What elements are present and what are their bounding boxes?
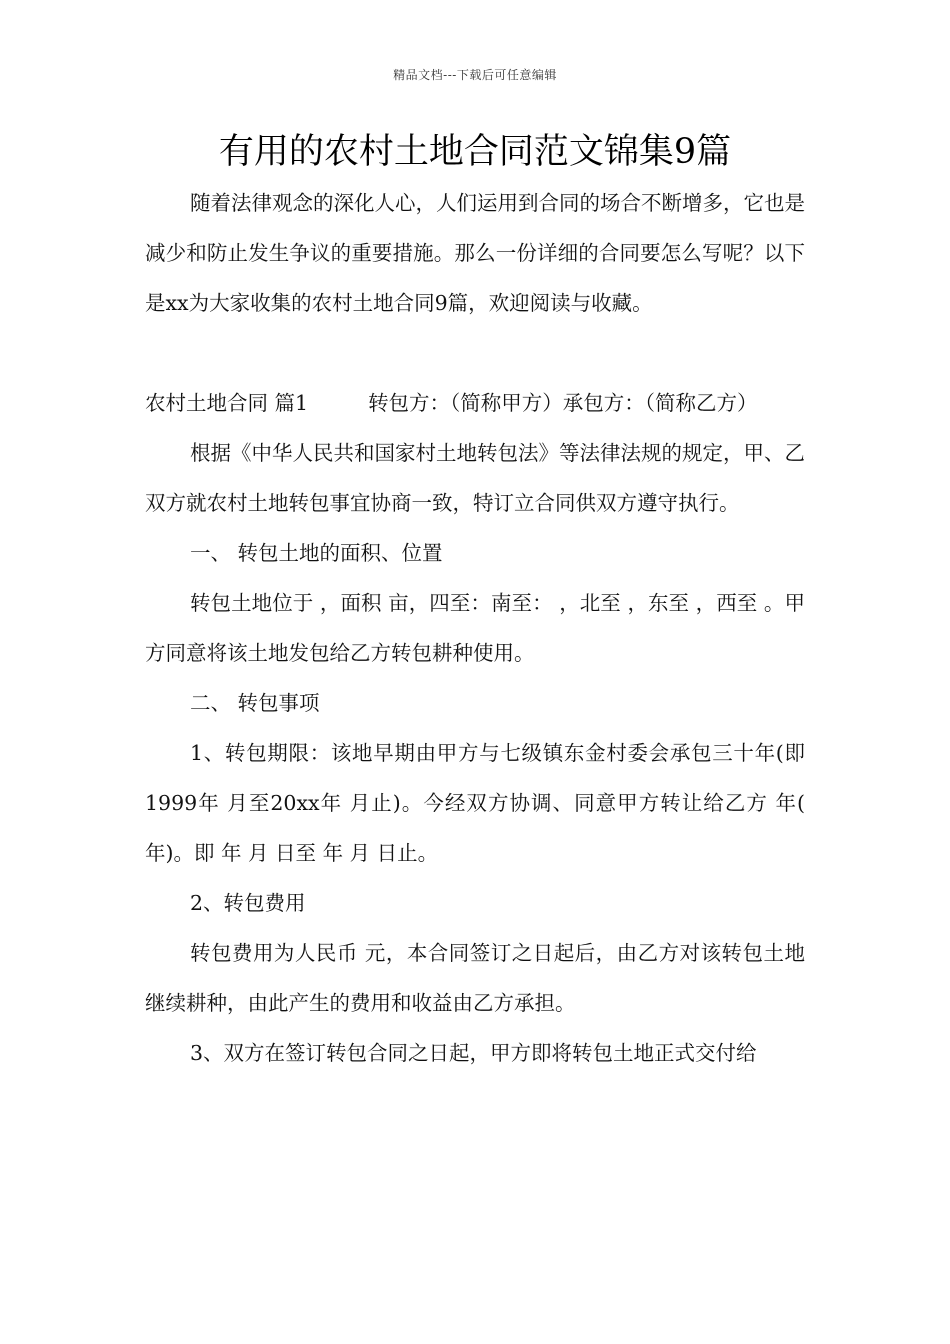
document-title: 有用的农村土地合同范文锦集9篇 bbox=[218, 132, 732, 172]
header-note: 精品文档---下载后可任意编辑 bbox=[393, 68, 557, 82]
fee-heading: 2、转包费用 bbox=[190, 891, 306, 915]
clause-heading-2: 二、 转包事项 bbox=[190, 691, 320, 715]
delivery-paragraph: 3、双方在签订转包合同之日起，甲方即将转包土地正式交付给 bbox=[190, 1041, 757, 1065]
intro-paragraph: 随着法律观念的深化人心，人们运用到合同的场合不断增多，它也是减少和防止发生争议的重要措施。那么一份详细的合同要怎么写呢？以下是xx为大家收集的农村土地合同9篇，欢迎阅读与收藏。 bbox=[145, 191, 805, 315]
legal-basis-paragraph: 根据《中华人民共和国家村土地转包法》等法律法规的规定，甲、乙双方就农村土地转包事宜协商一致，特订立合同供双方遵守执行。 bbox=[145, 441, 805, 515]
paragraph-gap bbox=[145, 328, 805, 378]
clause-heading-1: 一、 转包土地的面积、位置 bbox=[190, 541, 443, 565]
term-paragraph: 1、转包期限：该地早期由甲方与七级镇东金村委会承包三十年(即1999年 月至20xx年 月止)。今经双方协调、同意甲方转让给乙方 年( 年)。即 年 月 日至 年 月 日止。 bbox=[145, 741, 805, 865]
document-body bbox=[145, 178, 805, 1078]
section-heading-line bbox=[145, 378, 805, 428]
section-parties: 转包方：（简称甲方）承包方：（简称乙方） bbox=[368, 391, 758, 415]
fee-paragraph: 转包费用为人民币 元，本合同签订之日起后，由乙方对该转包土地继续耕种，由此产生的费用和收益由乙方承担。 bbox=[145, 941, 805, 1015]
section-label: 农村土地合同 篇1 bbox=[145, 391, 309, 415]
land-location-paragraph: 转包土地位于 ，面积 亩，四至：南至： ，北至 ，东至 ，西至 。甲方同意将该土地发包给乙方转包耕种使用。 bbox=[145, 591, 805, 665]
